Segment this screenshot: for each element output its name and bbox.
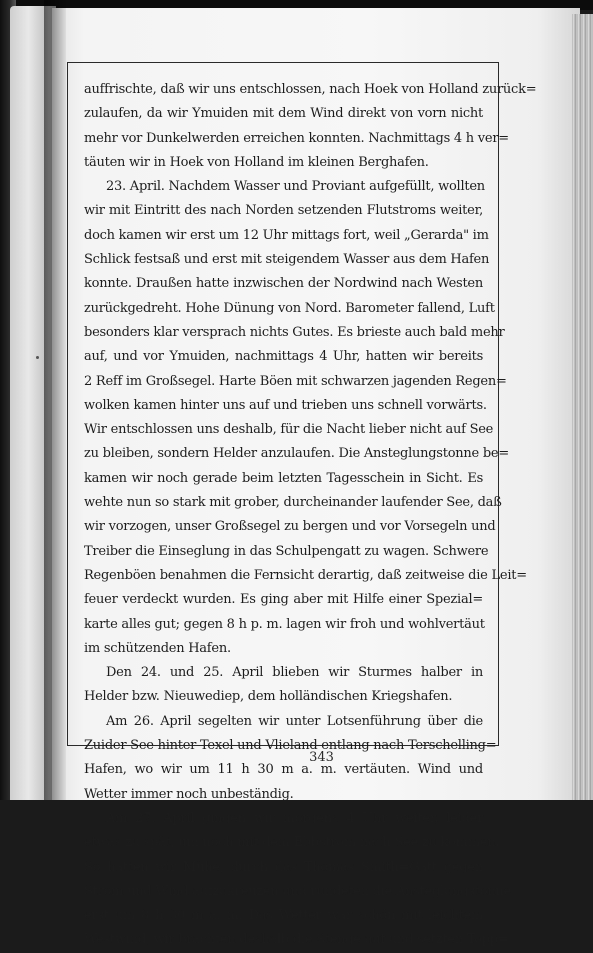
text-line: etwas zu spät, um noch mit dem Ebbstrom nach See zu kommen. (84, 835, 500, 851)
page-gutter-shadow (44, 0, 66, 800)
text-line: Helder bzw. Nieuwediep, dem holländischen Kriegshafen. (84, 689, 453, 705)
paper-speck (36, 356, 39, 359)
text-line: karte alles gut; gegen 8 h p. m. lagen wir froh und wohlvertäut (84, 616, 485, 632)
text-line: Regenböen benahmen die Fernsicht derartig, daß zeitweise die Leit= (84, 567, 527, 583)
body-text (84, 78, 537, 953)
text-line: mehr vor Dunkelwerden erreichen konnten. Nachmittags 4 h ver= (84, 130, 509, 146)
text-line: wir mit Eintritt des nach Norden setzenden Flutstroms weiter, (84, 203, 483, 219)
text-line: wir vorzogen, unser Großsegel zu bergen und vor Vorsegeln und (84, 519, 496, 535)
text-line: So hatten wir Mühe, durch das Thomas Smith=Gatt gegen (84, 859, 483, 875)
text-line: im schützenden Hafen. (84, 640, 231, 656)
text-line: doch kamen wir erst um 12 Uhr mittags fort, weil „Gerarda" im (84, 227, 489, 243)
text-line: 23. April. Nachdem Wasser und Proviant aufgefüllt, wollten (106, 179, 485, 195)
text-line: Am 27. April gingen wir morgens 4 Uhr weiter, leider (106, 810, 483, 826)
text-line: wolken kamen hinter uns auf und trieben uns schnell vorwärts. (84, 397, 487, 413)
text-line: Schlick festsaß und erst mit steigendem Wasser aus dem Hafen (84, 252, 490, 268)
text-line: zu bleiben, sondern Helder anzulaufen. Die Ansteglungstonne be= (84, 446, 510, 462)
text-line: Zuider See hinter Texel und Vlieland entlang nach Terschelling= (84, 738, 497, 754)
text-line: Wir entschlossen uns deshalb, für die Nacht lieber nicht auf See (84, 422, 494, 438)
text-line: Treiber die Einseglung in das Schulpengatt zu wagen. Schwere (84, 543, 489, 559)
text-line: erst um 8 h 30 m a. m. Das Wetter war schön mit leichtem (84, 908, 483, 924)
text-line: Am 26. April segelten wir unter Lotsenführung über die (106, 713, 483, 729)
text-line: kamen wir noch gerade beim letzten Tagesschein in Sicht. Es (84, 470, 483, 486)
text-line: zurückgedreht. Hohe Dünung von Nord. Barometer fallend, Luft (84, 300, 495, 316)
text-line: besonders klar versprach nichts Gutes. Es brieste auch bald mehr (84, 324, 505, 340)
text-line: wehte nun so stark mit grober, durcheinander laufender See, daß (84, 495, 502, 511)
text-line: Westwind, wir brachten deshalb die Stenge auf und setzten Topp= (84, 932, 509, 948)
text-line: 2 Reff im Großsegel. Harte Böen mit schwarzen jagenden Regen= (84, 373, 507, 389)
text-line: täuten wir in Hoek von Holland im kleinen Berghafen. (84, 154, 429, 170)
text-line: auf, und vor Ymuiden, nachmittags 4 Uhr, hatten wir bereits (84, 349, 483, 365)
text-line: Strom und Wind aufzukreuzen und rundeten die Ansteglungstonne (84, 883, 512, 899)
text-line: auffrischte, daß wir uns entschlossen, nach Hoek von Holland zurück= (84, 82, 537, 97)
page-number: 343 (309, 750, 334, 765)
text-line: Wetter immer noch unbeständig. (84, 786, 294, 802)
page-edges (572, 14, 593, 800)
text-line: zulaufen, da wir Ymuiden mit dem Wind direkt von vorn nicht (84, 106, 483, 122)
text-line: Hafen, wo wir um 11 h 30 m a. m. vertäuten. Wind und (84, 762, 483, 778)
text-line: feuer verdeckt wurden. Es ging aber mit Hilfe einer Spezial= (84, 592, 483, 608)
text-line: Den 24. und 25. April blieben wir Sturmes halber in (106, 665, 483, 681)
text-line: konnte. Draußen hatte inzwischen der Nordwind nach Westen (84, 276, 483, 292)
